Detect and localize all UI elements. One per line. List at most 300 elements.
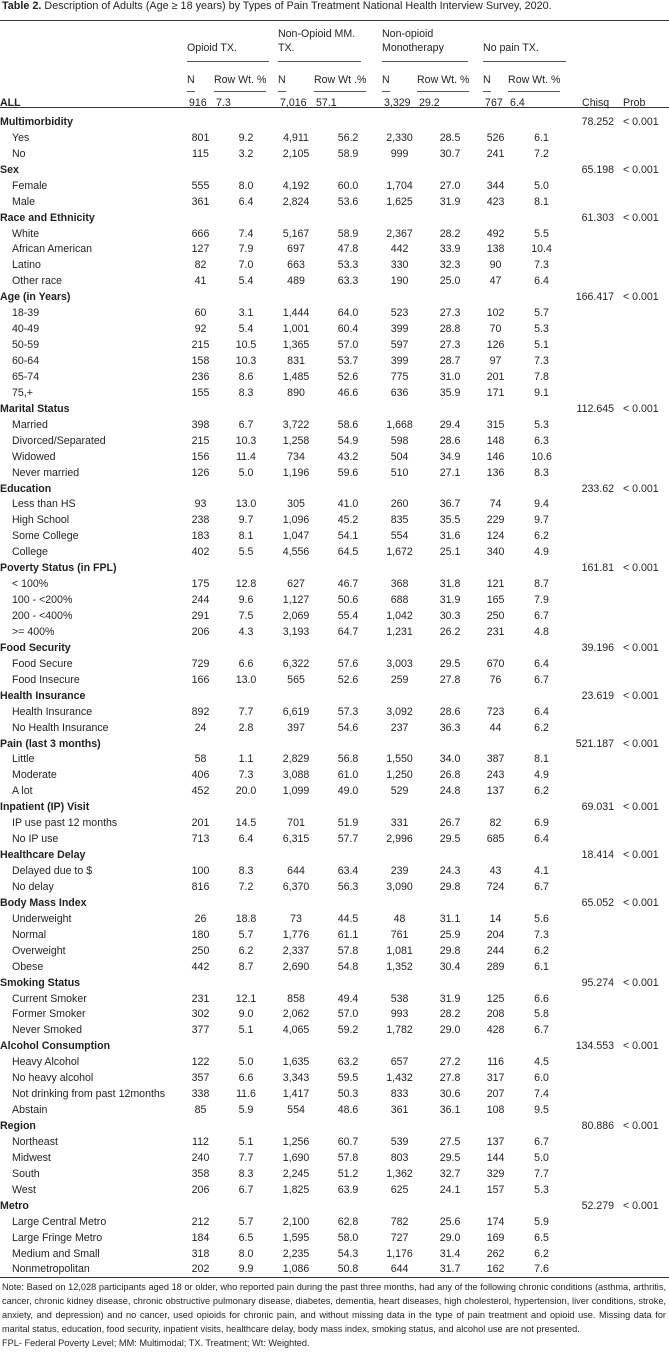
empty-cell	[575, 608, 620, 624]
cell-value: 6,315	[282, 833, 310, 846]
cell-value: 215	[191, 434, 210, 447]
cell-value: 315	[486, 418, 505, 431]
cell-value: 27.8	[439, 673, 461, 686]
cell-value: 7.3	[534, 259, 549, 272]
cell-value: 538	[390, 992, 409, 1005]
cell-value: 6,370	[282, 880, 310, 893]
empty-cell	[620, 672, 669, 688]
table-row	[0, 1007, 669, 1023]
cell-value: 28.6	[439, 705, 461, 718]
cell-value: 7.5	[238, 610, 254, 623]
cell-value: 201	[191, 817, 210, 830]
cell-value: 229	[486, 514, 505, 527]
cell-value: 206	[191, 625, 210, 638]
cell-value: 492	[486, 227, 505, 240]
abbreviations-note: FPL- Federal Poverty Level; MM: Multimodal; TX. Treatment; Wt: Weighted.	[2, 1338, 310, 1348]
empty-cell	[575, 369, 620, 385]
cell-value: 1,362	[386, 1167, 413, 1180]
row-label: Married	[12, 418, 48, 431]
cell-value: 398	[191, 418, 210, 431]
cell-value: 302	[191, 1008, 210, 1021]
row-label: White	[12, 227, 40, 240]
chisq-value: 18.414	[581, 849, 615, 862]
cell-value: 4,192	[282, 179, 310, 192]
table-row	[0, 369, 669, 385]
cell-value: 2,337	[282, 944, 310, 957]
empty-cell	[575, 815, 620, 831]
group-header-row	[0, 22, 669, 62]
empty-cell	[620, 465, 669, 481]
cell-value: 6.5	[238, 1231, 254, 1244]
row-label: 200 - <400%	[12, 610, 73, 623]
subheader-row-wt-pct: Row Wt. %	[508, 74, 560, 92]
subheader-row-wt-pct: Row Wt .%	[314, 74, 366, 92]
cell-value: 58.9	[337, 147, 359, 160]
empty-cell	[575, 465, 620, 481]
cell-value: 28.2	[439, 1008, 461, 1021]
cell-value: 138	[486, 243, 505, 256]
chisq-value: 134.553	[575, 1040, 615, 1053]
row-label: Little	[12, 753, 35, 766]
cell-value: 121	[486, 578, 505, 591]
table-row	[0, 321, 669, 337]
cell-value: 25.6	[439, 1215, 461, 1228]
table-row	[0, 1182, 669, 1198]
cell-value: 6.7	[238, 418, 254, 431]
empty-cell	[575, 783, 620, 799]
empty-cell	[620, 337, 669, 353]
empty-cell	[620, 528, 669, 544]
cell-value: 6,322	[282, 657, 310, 670]
cell-value: 54.3	[337, 1247, 359, 1260]
cell-value: 250	[486, 610, 505, 623]
row-label: Food Secure	[12, 657, 73, 670]
cell-value: 7.9	[238, 243, 254, 256]
cell-value: 74	[489, 498, 502, 511]
cell-value: 63.2	[337, 1056, 359, 1069]
table-row	[0, 1022, 669, 1038]
cell-value: 565	[287, 673, 305, 686]
cell-value: 831	[287, 355, 305, 368]
empty-cell	[620, 305, 669, 321]
chisq-value: 39.196	[581, 641, 615, 654]
empty-cell	[575, 704, 620, 720]
cell-value: 146	[486, 450, 505, 463]
cell-value: 43.2	[337, 450, 359, 463]
cell-value: 175	[191, 578, 210, 591]
cell-value: 201	[486, 370, 505, 383]
cell-value: 54.1	[337, 530, 359, 543]
cell-value: 5.1	[238, 1135, 254, 1148]
table-row	[0, 911, 669, 927]
empty-cell	[575, 385, 620, 401]
empty-cell	[620, 608, 669, 624]
empty-cell	[575, 273, 620, 289]
cell-value: 31.1	[439, 912, 461, 925]
table-row	[0, 656, 669, 672]
cell-value: 70	[489, 323, 502, 336]
cell-value: 1,550	[386, 753, 413, 766]
row-label: No delay	[12, 880, 54, 893]
cell-value: 82	[194, 259, 207, 272]
cell-value: 126	[486, 339, 505, 352]
cell-value: 5.0	[238, 1056, 254, 1069]
cell-value: 208	[486, 1008, 505, 1021]
cell-value: 57.8	[337, 944, 359, 957]
empty-cell	[620, 1086, 669, 1102]
cell-value: 33.9	[439, 243, 461, 256]
empty-cell	[620, 927, 669, 943]
cell-value: 12.1	[235, 992, 257, 1005]
cell-value: 183	[191, 530, 210, 543]
cell-value: 8.3	[238, 386, 254, 399]
row-label: IP use past 12 months	[12, 817, 118, 830]
cell-value: 73	[290, 912, 302, 925]
empty-cell	[575, 1134, 620, 1150]
chisq-value: 69.031	[581, 801, 615, 814]
cell-value: 44.5	[337, 912, 359, 925]
empty-cell	[620, 1022, 669, 1038]
cell-value: 122	[191, 1056, 210, 1069]
cell-value: 202	[191, 1263, 210, 1276]
empty-cell	[575, 943, 620, 959]
cell-value: 526	[486, 131, 505, 144]
row-label: 65-74	[12, 370, 40, 383]
section-row	[0, 1038, 669, 1054]
empty-cell	[620, 879, 669, 895]
cell-value: 442	[390, 243, 409, 256]
cell-value: 47	[489, 275, 502, 288]
prob-value: < 0.001	[623, 737, 659, 750]
empty-cell	[620, 194, 669, 210]
row-label: 18-39	[12, 307, 40, 320]
cell-value: 26	[194, 912, 207, 925]
cell-value: 7.7	[534, 1167, 549, 1180]
cell-value: 6.6	[534, 992, 549, 1005]
cell-value: 2,824	[282, 195, 310, 208]
row-label: No IP use	[12, 833, 59, 846]
cell-value: 6.4	[510, 97, 525, 109]
cell-value: 6,619	[282, 705, 310, 718]
empty-cell	[575, 624, 620, 640]
table-row	[0, 879, 669, 895]
section-label: Education	[0, 482, 52, 495]
row-label: Northeast	[12, 1135, 58, 1148]
cell-value: 452	[191, 785, 210, 798]
empty-cell	[575, 1214, 620, 1230]
cell-value: 734	[287, 450, 305, 463]
section-label: Region	[0, 1120, 36, 1133]
cell-value: 5.3	[534, 323, 549, 336]
cell-value: 29.5	[439, 833, 461, 846]
cell-value: 8.7	[534, 578, 549, 591]
cell-value: 317	[486, 1072, 505, 1085]
cell-value: 60.7	[337, 1135, 359, 1148]
cell-value: 666	[191, 227, 210, 240]
cell-value: 4,911	[283, 131, 309, 144]
empty-cell	[620, 624, 669, 640]
empty-cell	[620, 1246, 669, 1262]
empty-cell	[620, 1182, 669, 1198]
empty-cell	[620, 1134, 669, 1150]
cell-value: 554	[390, 530, 409, 543]
table-row	[0, 959, 669, 975]
cell-value: 598	[390, 434, 409, 447]
cell-value: 61.1	[337, 928, 359, 941]
section-row	[0, 289, 669, 305]
cell-value: 767	[485, 97, 503, 109]
cell-value: 148	[486, 434, 505, 447]
cell-value: 63.4	[337, 865, 359, 878]
cell-value: 124	[486, 530, 505, 543]
cell-value: 5.5	[238, 546, 254, 559]
table-row	[0, 927, 669, 943]
cell-value: 26.7	[439, 817, 461, 830]
cell-value: 7.2	[534, 147, 549, 160]
cell-value: 7,016	[280, 97, 307, 109]
cell-value: 28.7	[439, 355, 461, 368]
table-title	[2, 0, 552, 12]
cell-value: 115	[192, 147, 209, 160]
cell-value: 5.3	[534, 418, 549, 431]
empty-cell	[575, 1230, 620, 1246]
table-row	[0, 433, 669, 449]
empty-cell	[575, 321, 620, 337]
cell-value: 4.1	[534, 865, 549, 878]
cell-value: 112	[192, 1135, 209, 1148]
prob-value: < 0.001	[623, 1040, 659, 1053]
cell-value: 238	[191, 514, 210, 527]
cell-value: 116	[487, 1056, 504, 1069]
table-row	[0, 1086, 669, 1102]
empty-cell	[575, 337, 620, 353]
section-label: Poverty Status (in FPL)	[0, 562, 117, 575]
empty-cell	[575, 831, 620, 847]
section-row	[0, 1198, 669, 1214]
cell-value: 6.4	[534, 275, 549, 288]
cell-value: 31.8	[439, 578, 461, 591]
cell-value: 5.7	[238, 1215, 254, 1228]
cell-value: 97	[489, 355, 502, 368]
cell-value: 243	[486, 769, 505, 782]
empty-cell	[620, 1166, 669, 1182]
cell-value: 57.0	[337, 339, 359, 352]
table-row	[0, 512, 669, 528]
cell-value: 30.3	[439, 610, 461, 623]
cell-value: 1,231	[386, 625, 413, 638]
empty-cell	[575, 1086, 620, 1102]
section-label: Inpatient (IP) Visit	[0, 801, 90, 814]
cell-value: 358	[191, 1167, 210, 1180]
cell-value: 32.3	[439, 259, 461, 272]
cell-value: 801	[191, 131, 210, 144]
cell-value: 62.8	[337, 1215, 359, 1228]
cell-value: 76	[489, 673, 502, 686]
data-table	[0, 22, 669, 1277]
empty-cell	[620, 752, 669, 768]
cell-value: 28.5	[439, 131, 461, 144]
cell-value: 644	[390, 1263, 409, 1276]
cell-value: 406	[191, 769, 210, 782]
cell-value: 36.7	[439, 498, 461, 511]
cell-value: 9.7	[534, 514, 549, 527]
cell-value: 8.6	[238, 370, 254, 383]
cell-value: 28.8	[439, 323, 461, 336]
empty-cell	[575, 417, 620, 433]
row-label: 60-64	[12, 355, 40, 368]
empty-cell	[620, 704, 669, 720]
empty-cell	[620, 720, 669, 736]
empty-cell	[575, 146, 620, 162]
cell-value: 29.0	[439, 1024, 461, 1037]
cell-value: 48.6	[337, 1104, 359, 1117]
row-label: ALL	[0, 97, 21, 109]
empty-cell	[575, 178, 620, 194]
empty-cell	[575, 528, 620, 544]
cell-value: 1,196	[282, 466, 310, 479]
cell-value: 27.1	[439, 466, 461, 479]
empty-cell	[620, 242, 669, 258]
cell-value: 13.0	[235, 673, 257, 686]
table-row	[0, 1262, 669, 1278]
group-header-no-pain: No pain TX.	[483, 41, 566, 62]
cell-value: 93	[194, 498, 207, 511]
cell-value: 657	[390, 1056, 409, 1069]
empty-cell	[575, 512, 620, 528]
cell-value: 7.4	[238, 227, 254, 240]
chisq-value: 95.274	[581, 976, 615, 989]
cell-value: 9.9	[238, 1263, 254, 1276]
empty-cell	[620, 1230, 669, 1246]
cell-value: 685	[486, 833, 505, 846]
row-label: Large Fringe Metro	[12, 1231, 103, 1244]
cell-value: 4.8	[534, 625, 549, 638]
cell-value: 61.0	[337, 769, 359, 782]
cell-value: 729	[191, 657, 210, 670]
empty-cell	[575, 1246, 620, 1262]
cell-value: 1,042	[386, 610, 413, 623]
cell-value: 1,127	[282, 594, 310, 607]
cell-value: 6.4	[534, 657, 549, 670]
cell-value: 64.0	[337, 307, 359, 320]
cell-value: 31.9	[439, 594, 461, 607]
cell-value: 59.5	[337, 1072, 359, 1085]
cell-value: 1,782	[386, 1024, 413, 1037]
cell-value: 1,444	[282, 307, 310, 320]
cell-value: 8.3	[534, 466, 549, 479]
cell-value: 5.9	[238, 1104, 254, 1117]
cell-value: 338	[191, 1088, 210, 1101]
cell-value: 8.0	[238, 1247, 254, 1260]
cell-value: 3,193	[282, 625, 310, 638]
table-row	[0, 1150, 669, 1166]
cell-value: 6.2	[534, 721, 549, 734]
cell-value: 999	[390, 147, 409, 160]
empty-cell	[575, 1022, 620, 1038]
cell-value: 7.3	[238, 769, 254, 782]
empty-cell	[620, 1054, 669, 1070]
cell-value: 3.2	[238, 147, 254, 160]
group-header-nonopioid-mm: Non-Opioid MM. TX.	[278, 27, 361, 62]
row-label: Abstain	[12, 1104, 48, 1117]
cell-value: 331	[390, 817, 409, 830]
empty-cell	[575, 433, 620, 449]
cell-value: 1,825	[282, 1183, 310, 1196]
cell-value: 357	[191, 1072, 210, 1085]
empty-cell	[620, 991, 669, 1007]
table-row	[0, 1166, 669, 1182]
cell-value: 387	[486, 753, 505, 766]
cell-value: 31.9	[439, 992, 461, 1005]
cell-value: 5.0	[534, 1151, 549, 1164]
cell-value: 82	[489, 817, 502, 830]
empty-cell	[620, 512, 669, 528]
cell-value: 136	[486, 466, 505, 479]
empty-cell	[620, 656, 669, 672]
cell-value: 361	[191, 195, 210, 208]
cell-value: 10.6	[531, 450, 552, 463]
cell-value: 7.2	[238, 880, 254, 893]
table-row	[0, 337, 669, 353]
cell-value: 58.0	[337, 1231, 359, 1244]
cell-value: 688	[390, 594, 409, 607]
subheader-row-wt-pct: Row Wt. %	[214, 74, 266, 92]
cell-value: 126	[191, 466, 210, 479]
cell-value: 24	[194, 721, 207, 734]
cell-value: 782	[390, 1215, 409, 1228]
row-label: Delayed due to $	[12, 865, 93, 878]
cell-value: 2,996	[386, 833, 413, 846]
cell-value: 402	[191, 546, 210, 559]
cell-value: 169	[486, 1231, 505, 1244]
cell-value: 29.8	[439, 880, 461, 893]
empty-cell	[620, 767, 669, 783]
cell-value: 5.1	[238, 1024, 254, 1037]
cell-value: 4.5	[534, 1056, 549, 1069]
empty-cell	[620, 497, 669, 513]
table-row	[0, 242, 669, 258]
cell-value: 29.0	[439, 1231, 461, 1244]
cell-value: 625	[390, 1183, 409, 1196]
cell-value: 54.8	[337, 960, 359, 973]
cell-value: 6.7	[534, 1135, 549, 1148]
section-row	[0, 114, 669, 130]
empty-cell	[620, 943, 669, 959]
empty-cell	[575, 130, 620, 146]
row-label: Health Insurance	[12, 705, 93, 718]
cell-value: 1,099	[282, 785, 310, 798]
cell-value: 250	[191, 944, 210, 957]
cell-value: 156	[191, 450, 210, 463]
cell-value: 7.9	[534, 594, 549, 607]
cell-value: 423	[486, 195, 505, 208]
cell-value: 523	[390, 307, 409, 320]
chisq-value: 112.645	[576, 402, 615, 415]
empty-cell	[620, 592, 669, 608]
cell-value: 51.2	[337, 1167, 359, 1180]
cell-value: 125	[486, 992, 505, 1005]
cell-value: 4,556	[282, 546, 310, 559]
cell-value: 539	[390, 1135, 409, 1148]
cell-value: 9.1	[534, 386, 549, 399]
empty-cell	[620, 544, 669, 560]
cell-value: 12.8	[235, 578, 257, 591]
cell-value: 9.4	[534, 498, 549, 511]
cell-value: 6.7	[534, 880, 549, 893]
prob-value: < 0.001	[623, 163, 659, 176]
cell-value: 26.8	[439, 769, 461, 782]
cell-value: 206	[191, 1183, 210, 1196]
